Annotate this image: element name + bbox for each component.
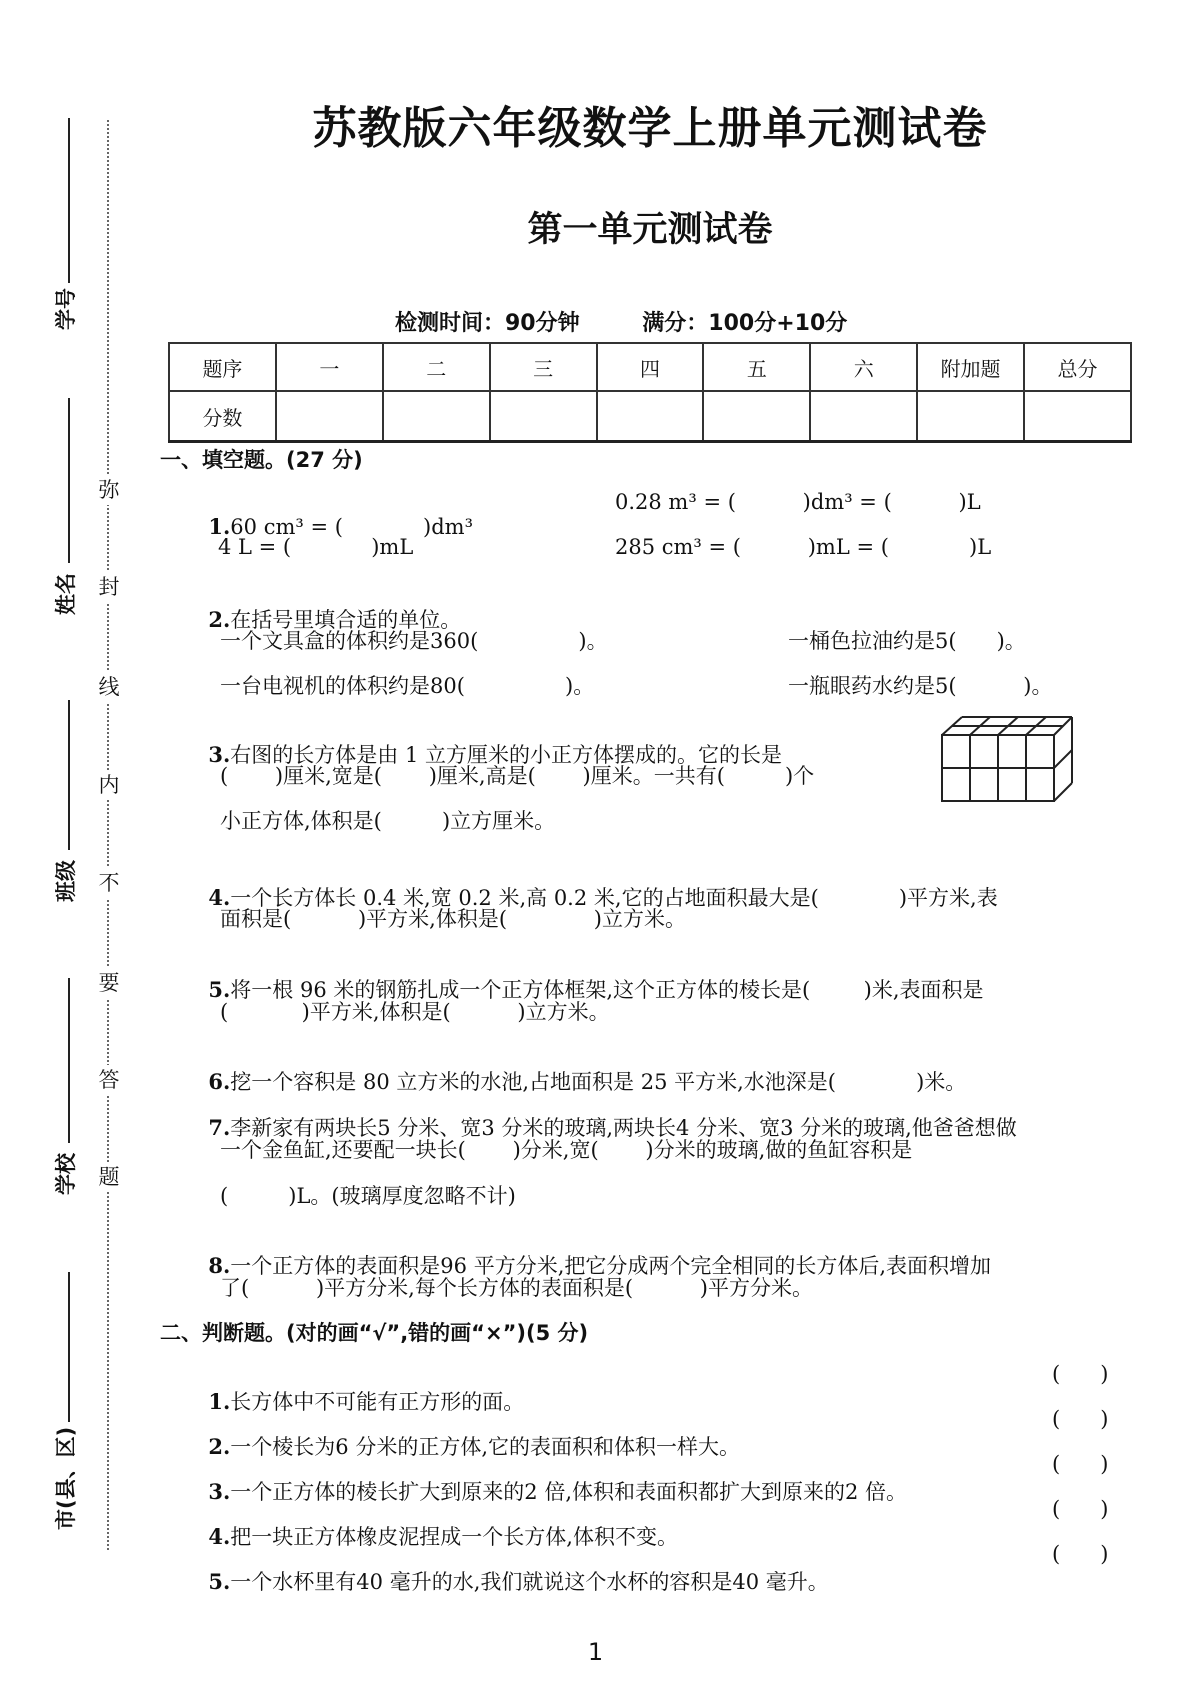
section-1-title: 一、填空题。(27 分)	[160, 448, 363, 472]
seal-char: 内	[96, 770, 122, 800]
judge-answer-box[interactable]: ( )	[1052, 1452, 1109, 1476]
judge-answer-box[interactable]: ( )	[1052, 1497, 1109, 1521]
header-cell: 五	[703, 343, 810, 391]
page-number: 1	[587, 1638, 604, 1666]
header-cell: 四	[597, 343, 704, 391]
question-number: 5.	[208, 977, 231, 1002]
header-cell: 附加题	[917, 343, 1024, 391]
judge-answer-box[interactable]: ( )	[1052, 1542, 1109, 1566]
q1-part-c: 4 L = ( )mL	[218, 535, 414, 559]
judge-answer-box[interactable]: ( )	[1052, 1362, 1109, 1386]
question-number: 2.	[208, 1434, 231, 1459]
q8-line-1: 一个正方体的表面积是96 平方分米,把它分成两个完全相同的长方体后,表面积增加	[230, 1254, 992, 1278]
question-1	[195, 490, 473, 539]
score-table	[168, 342, 1132, 443]
question-number: 1.	[208, 514, 231, 539]
q1-part-d: 285 cm³ = ( )mL = ( )L	[615, 535, 992, 559]
q5-line-2: ( )平方米,体积是( )立方米。	[220, 1000, 610, 1024]
seal-char: 封	[96, 572, 122, 602]
class-line	[68, 700, 70, 850]
q7-line-2: 一个金鱼缸,还要配一块长( )分米,宽( )分米的玻璃,做的鱼缸容积是	[220, 1138, 913, 1162]
score-table-header-row	[169, 343, 1131, 391]
q2-part-c: 一台电视机的体积约是80( )。	[220, 674, 595, 698]
section-2-title: 二、判断题。(对的画“√”,错的画“×”)(5 分)	[160, 1321, 589, 1345]
q3-line-2: ( )厘米,宽是( )厘米,高是( )厘米。一共有( )个	[220, 764, 815, 788]
q3-line-1: 右图的长方体是由 1 立方厘米的小正方体摆成的。它的长是	[230, 743, 783, 767]
question-number: 4.	[208, 885, 231, 910]
score-table-score-row	[169, 391, 1131, 442]
q2-part-d: 一瓶眼药水约是5( )。	[788, 674, 1053, 698]
score-cell[interactable]	[703, 391, 810, 442]
school-label: 学校	[54, 1153, 78, 1195]
header-cell: 六	[810, 343, 917, 391]
name-line	[68, 398, 70, 563]
q7-line-1: 李新家有两块长5 分米、宽3 分米的玻璃,两块长4 分米、宽3 分米的玻璃,他爸爸想做	[230, 1116, 1017, 1140]
score-cell[interactable]	[383, 391, 490, 442]
city-line	[68, 1272, 70, 1422]
city-label: 市(县、区)	[54, 1426, 78, 1530]
class-label: 班级	[54, 860, 78, 902]
judge-text: 把一块正方体橡皮泥捏成一个长方体,体积不变。	[230, 1525, 678, 1549]
question-number: 3.	[208, 1479, 231, 1504]
q1-part-b: 0.28 m³ = ( )dm³ = ( )L	[615, 490, 981, 514]
judge-text: 一个正方体的棱长扩大到原来的2 倍,体积和表面积都扩大到原来的2 倍。	[230, 1480, 908, 1504]
score-cell[interactable]	[917, 391, 1024, 442]
seal-char: 线	[96, 672, 122, 702]
document-title: 苏教版六年级数学上册单元测试卷	[312, 103, 988, 154]
seal-char: 题	[96, 1162, 122, 1192]
judge-text: 长方体中不可能有正方形的面。	[230, 1390, 525, 1414]
q4-line-2: 面积是( )平方米,体积是( )立方米。	[220, 907, 686, 931]
name-label: 姓名	[54, 573, 78, 615]
seal-char: 要	[96, 968, 122, 998]
exam-meta	[395, 306, 902, 337]
seal-char: 不	[96, 868, 122, 898]
cuboid-figure	[940, 715, 1075, 805]
q5-line-1: 将一根 96 米的钢筋扎成一个正方体框架,这个正方体的棱长是( )米,表面积是	[230, 978, 984, 1002]
score-cell[interactable]	[597, 391, 704, 442]
score-cell[interactable]	[276, 391, 383, 442]
score-cell[interactable]	[810, 391, 917, 442]
judge-text: 一个水杯里有40 毫升的水,我们就说这个水杯的容积是40 毫升。	[230, 1570, 829, 1594]
full-score: 满分：100分+10分	[642, 311, 848, 336]
header-cell: 二	[383, 343, 490, 391]
judge-item-5	[195, 1542, 829, 1596]
judge-text: 一个棱长为6 分米的正方体,它的表面积和体积一样大。	[230, 1435, 741, 1459]
question-number: 1.	[208, 1389, 231, 1414]
question-number: 4.	[208, 1524, 231, 1549]
header-cell: 一	[276, 343, 383, 391]
q8-line-2: 了( )平方分米,每个长方体的表面积是( )平方分米。	[220, 1276, 813, 1300]
question-number: 3.	[208, 742, 231, 767]
header-cell: 三	[490, 343, 597, 391]
q1-part-a: 60 cm³ = ( )dm³	[230, 515, 473, 539]
time-limit: 检测时间：90分钟	[395, 311, 580, 336]
judge-answer-box[interactable]: ( )	[1052, 1407, 1109, 1431]
school-line	[68, 978, 70, 1143]
score-cell[interactable]	[490, 391, 597, 442]
seal-char: 答	[96, 1065, 122, 1095]
score-cell[interactable]	[1024, 391, 1131, 442]
student-id-label: 学号	[54, 288, 78, 330]
q2-stem: 在括号里填合适的单位。	[230, 608, 462, 632]
q2-part-a: 一个文具盒的体积约是360( )。	[220, 629, 608, 653]
document-subtitle: 第一单元测试卷	[527, 210, 773, 250]
question-number: 2.	[208, 607, 231, 632]
seal-dashed-line	[107, 120, 109, 1550]
question-number: 6.	[208, 1069, 231, 1094]
question-number: 5.	[208, 1569, 231, 1594]
header-cell: 总分	[1024, 343, 1131, 391]
q3-line-3: 小正方体,体积是( )立方厘米。	[220, 809, 556, 833]
q6-line-1: 挖一个容积是 80 立方米的水池,占地面积是 25 平方米,水池深是( )米。	[230, 1070, 967, 1094]
q2-part-b: 一桶色拉油约是5( )。	[788, 629, 1026, 653]
question-number: 8.	[208, 1253, 231, 1278]
row-label-cell: 分数	[169, 391, 276, 442]
question-number: 7.	[208, 1115, 231, 1140]
seal-char: 弥	[96, 475, 122, 505]
header-cell: 题序	[169, 343, 276, 391]
q7-line-3: ( )L。(玻璃厚度忽略不计)	[220, 1184, 516, 1208]
q4-line-1: 一个长方体长 0.4 米,宽 0.2 米,高 0.2 米,它的占地面积最大是( )平方米,表	[230, 886, 998, 910]
